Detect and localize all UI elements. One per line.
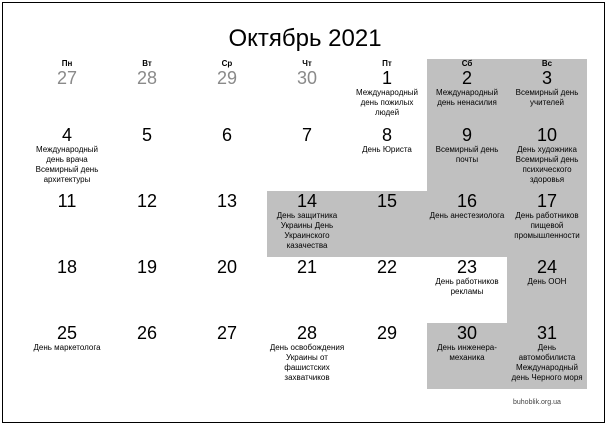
day-cell <box>187 59 267 125</box>
holiday-note: День ООН <box>527 277 567 286</box>
day-number: 9 <box>461 125 472 145</box>
source-credit: buhoblik.org.ua <box>513 399 561 406</box>
day-number: 17 <box>536 191 558 211</box>
day-number: 19 <box>136 257 158 277</box>
prev-month-day-number: 27 <box>56 68 78 88</box>
holiday-note: День маркетолога <box>33 343 101 352</box>
day-number: 12 <box>136 191 158 211</box>
holiday-note: День художника Всемирный день психического здоровья <box>515 145 579 184</box>
day-number: 14 <box>296 191 318 211</box>
holiday-note: День анестезиолога <box>429 211 505 220</box>
day-number: 1 <box>381 68 392 88</box>
day-cell <box>267 257 347 323</box>
day-cell <box>427 59 507 125</box>
day-number: 7 <box>301 125 312 145</box>
day-cell <box>27 191 107 257</box>
prev-month-day-number: 30 <box>296 68 318 88</box>
day-cell <box>187 323 267 389</box>
day-number: 16 <box>456 191 478 211</box>
day-cell <box>427 257 507 323</box>
day-cell <box>347 59 427 125</box>
day-cell <box>347 125 427 191</box>
day-number: 22 <box>376 257 398 277</box>
weekday-label: Вт <box>142 59 152 68</box>
calendar-grid <box>27 59 587 395</box>
day-cell <box>27 125 107 191</box>
weekday-label: Чт <box>302 59 312 68</box>
day-number: 29 <box>376 323 398 343</box>
day-number: 26 <box>136 323 158 343</box>
calendar-page <box>2 2 605 423</box>
holiday-note: Международный день пожилых людей <box>355 88 419 117</box>
day-cell <box>267 323 347 389</box>
day-cell <box>347 323 427 389</box>
day-number: 4 <box>61 125 72 145</box>
day-cell <box>27 59 107 125</box>
day-number: 3 <box>541 68 552 88</box>
day-number: 31 <box>536 323 558 343</box>
weekday-label: Пн <box>61 59 73 68</box>
prev-month-day-number: 28 <box>136 68 158 88</box>
day-cell <box>187 257 267 323</box>
day-cell <box>107 59 187 125</box>
day-cell <box>187 125 267 191</box>
weekday-label: Сб <box>461 59 473 68</box>
day-number: 24 <box>536 257 558 277</box>
holiday-note: День работников рекламы <box>435 277 499 296</box>
day-number: 27 <box>216 323 238 343</box>
day-cell <box>267 125 347 191</box>
prev-month-day-number: 29 <box>216 68 238 88</box>
day-number: 6 <box>221 125 232 145</box>
day-number: 30 <box>456 323 478 343</box>
day-number: 5 <box>141 125 152 145</box>
day-cell <box>267 191 347 257</box>
holiday-note: День инженера-механика <box>437 343 497 362</box>
holiday-note: День Юриста <box>362 145 412 154</box>
day-cell <box>507 323 587 389</box>
day-cell <box>507 191 587 257</box>
day-cell <box>107 257 187 323</box>
holiday-note: Международный день ненасилия <box>435 88 499 107</box>
day-cell <box>507 59 587 125</box>
day-cell <box>107 323 187 389</box>
holiday-note: День автомобилиста Международный день Черного моря <box>511 343 583 382</box>
day-cell <box>427 191 507 257</box>
day-number: 20 <box>216 257 238 277</box>
day-cell <box>27 257 107 323</box>
day-cell <box>107 125 187 191</box>
day-number: 18 <box>56 257 78 277</box>
day-cell <box>347 191 427 257</box>
day-number: 23 <box>456 257 478 277</box>
day-cell <box>507 125 587 191</box>
day-number: 11 <box>57 191 77 211</box>
holiday-note: День работников пищевой промышленности <box>514 211 580 240</box>
day-number: 28 <box>296 323 318 343</box>
calendar-title: Октябрь 2021 <box>228 25 382 52</box>
day-cell <box>267 59 347 125</box>
day-number: 15 <box>376 191 398 211</box>
weekday-label: Пт <box>382 59 392 68</box>
day-cell <box>27 323 107 389</box>
day-number: 25 <box>56 323 78 343</box>
holiday-note: Всемирный день почты <box>435 145 499 164</box>
day-number: 8 <box>381 125 392 145</box>
day-cell <box>427 125 507 191</box>
day-number: 10 <box>536 125 558 145</box>
day-cell <box>347 257 427 323</box>
holiday-note: День защитника Украины День Украинского казачества <box>276 211 338 250</box>
day-number: 21 <box>296 257 318 277</box>
holiday-note: Международный день врача Всемирный день архитектуры <box>35 145 99 184</box>
day-number: 13 <box>216 191 238 211</box>
day-number: 2 <box>461 68 472 88</box>
day-cell <box>107 191 187 257</box>
day-cell <box>507 257 587 323</box>
holiday-note: Всемирный день учителей <box>515 88 579 107</box>
day-cell <box>187 191 267 257</box>
day-cell <box>427 323 507 389</box>
holiday-note: День освобождения Украины от фашистских захватчиков <box>269 343 345 382</box>
weekday-label: Ср <box>221 59 233 68</box>
weekday-label: Вс <box>541 59 553 68</box>
